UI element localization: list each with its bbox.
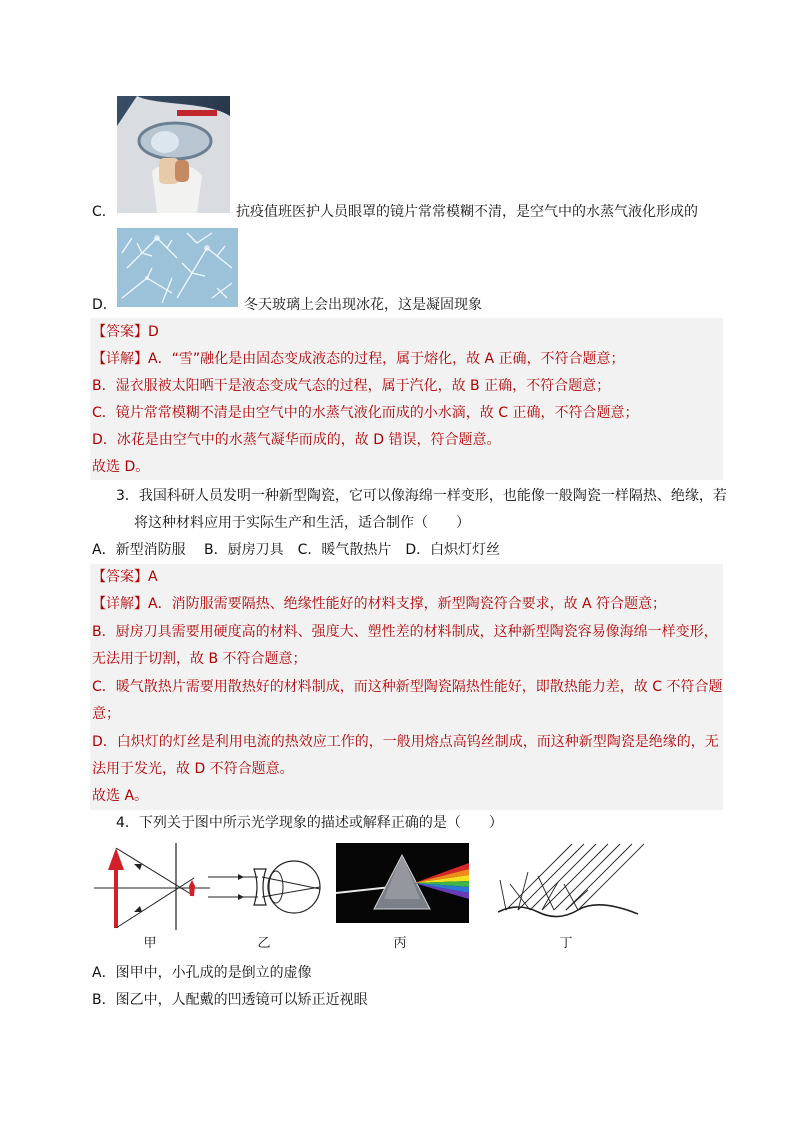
figure-bing-caption: 丙 (393, 936, 407, 951)
q2-detail-line-3: C．镜片常常模糊不清是由空气中的水蒸气液化而成的小水滴，故 C 正确，不符合题意； (92, 405, 639, 421)
figure-ding-caption: 丁 (559, 936, 573, 951)
option-d-text: 冬天玻璃上会出现冰花，这是凝固现象 (244, 297, 482, 313)
frost-flower-photo (117, 228, 238, 307)
q2-answer (92, 322, 159, 342)
option-c-text: 抗疫值班医护人员眼罩的镜片常常模糊不清，是空气中的水蒸气液化形成的 (236, 204, 698, 220)
q3-detail-line-3: 无法用于切割，故 B 不符合题意； (92, 651, 307, 667)
option-d-letter: D． (92, 297, 117, 313)
q2-detail-label: 【详解】 (92, 351, 148, 367)
q2-detail-line-4: D．冰花是由空气中的水蒸气凝华而成的，故 D 错误，符合题意。 (92, 432, 501, 448)
q2-detail-text-1: A．“雪”融化是由固态变成液态的过程，属于熔化，故 A 正确，不符合题意； (148, 351, 625, 367)
q3-stem-line-1: 3．我国科研人员发明一种新型陶瓷，它可以像海绵一样变形，也能像一般陶瓷一样隔热、绝缘，若 (116, 488, 727, 504)
option-d (92, 295, 117, 315)
q3-options: A．新型消防服 B．厨房刀具 C．暖气散热片 D．白炽灯灯丝 (92, 542, 501, 558)
figure-jia-caption: 甲 (143, 936, 157, 951)
q3-detail-label: 【详解】 (92, 596, 148, 612)
q3-detail-text-1: A．消防服需要隔热、绝缘性能好的材料支撑，新型陶瓷符合要求，故 A 符合题意； (148, 596, 667, 612)
q2-answer-block (90, 318, 723, 480)
q3-conclusion: 故选 A。 (92, 788, 149, 804)
q2-conclusion: 故选 D。 (92, 459, 150, 475)
q4-option-b: B．图乙中，人配戴的凹透镜可以矫正近视眼 (92, 992, 368, 1008)
option-c-letter: C． (92, 204, 116, 220)
q3-detail-line-5: 意； (92, 706, 120, 722)
figure-bing-prism (336, 843, 469, 923)
q3-detail-line-2: B．厨房刀具需要用硬度高的材料、强度大、塑性差的材料制成，这种新型陶瓷容易像海绵一样变形， (92, 624, 718, 640)
q3-answer-label: 【答案】 (92, 569, 148, 585)
q4-stem: 4．下列关于图中所示光学现象的描述或解释正确的是（ ） (116, 815, 503, 831)
medical-worker-photo (117, 96, 230, 213)
q2-detail-line-1 (92, 349, 625, 369)
q3-answer (92, 567, 158, 587)
q4-option-a: A．图甲中，小孔成的是倒立的虚像 (92, 965, 312, 981)
option-c (92, 202, 116, 222)
figure-yi-caption: 乙 (257, 936, 271, 951)
q2-detail-line-2: B．湿衣服被太阳晒干是液态变成气态的过程，属于汽化，故 B 正确，不符合题意； (92, 378, 611, 394)
figure-ding-reflection (498, 840, 644, 922)
q3-detail-line-7: 法用于发光，故 D 不符合题意。 (92, 761, 294, 777)
q3-answer-value: A (148, 569, 158, 585)
q2-answer-value: D (148, 324, 159, 340)
q3-detail-line-1 (92, 594, 666, 614)
figure-yi-eye-lens (208, 855, 326, 920)
q3-detail-line-4: C．暖气散热片需要用散热好的材料制成，而这种新型陶瓷隔热性能好，即散热能力差，故 C 不符合题 (92, 679, 723, 695)
q3-detail-line-6: D．白炽灯的灯丝是利用电流的热效应工作的，一般用熔点高钨丝制成，而这种新型陶瓷是绝缘的，无 (92, 734, 719, 750)
figure-jia-pinhole (94, 838, 210, 933)
q2-answer-label: 【答案】 (92, 324, 148, 340)
q3-stem-line-2: 将这种材料应用于实际生产和生活，适合制作（ ） (134, 515, 470, 531)
